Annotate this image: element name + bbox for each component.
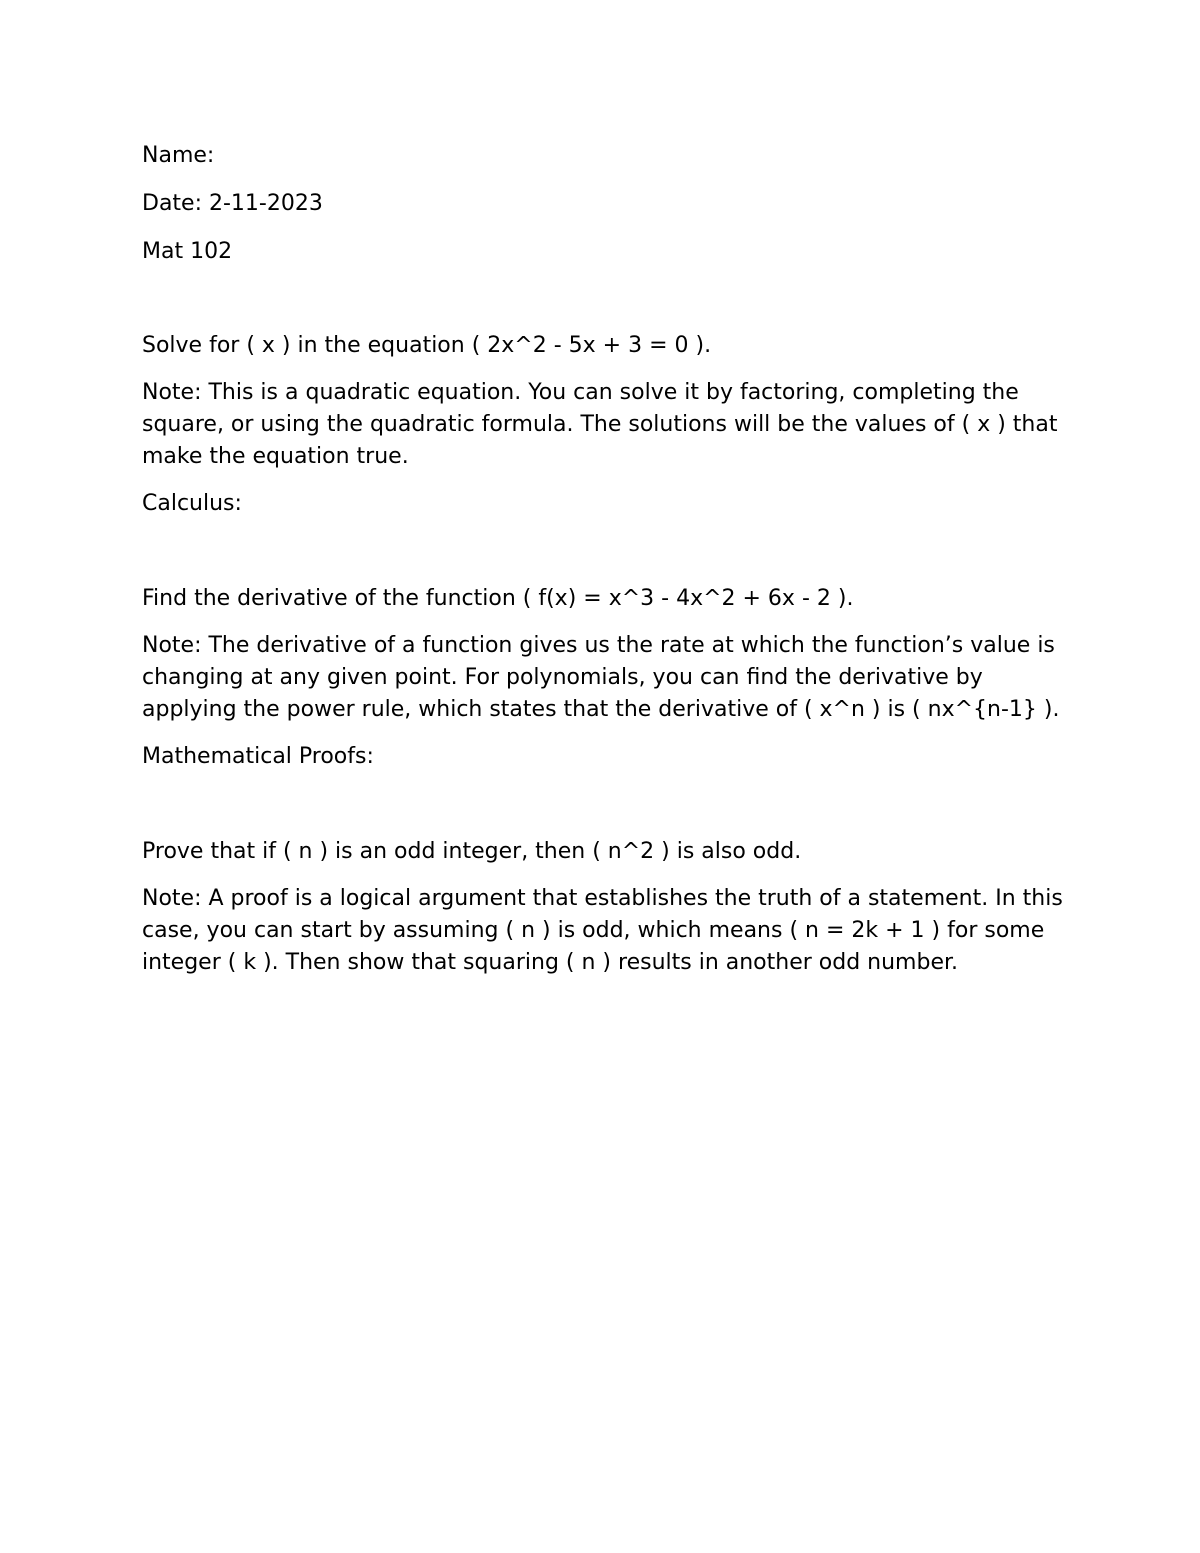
course-label: Mat 102: [142, 239, 233, 264]
proofs-note: Note: A proof is a logical argument that establishes the truth of a statement. In this case, you can start by assuming ( n ) is odd, which means ( n = 2k + 1 ) for some integer ( k ). Then show that squaring ( n ) results in another odd number.: [142, 886, 1070, 975]
date-label: Date: 2-11-2023: [142, 191, 323, 216]
document-page: [142, 140, 1070, 994]
calculus-question: Find the derivative of the function ( f(x) = x^3 - 4x^2 + 6x - 2 ).: [142, 586, 854, 611]
calculus-note: Note: The derivative of a function gives us the rate at which the function’s value is changing at any given point. For polynomials, you can find the derivative by applying the power rule, which states that the derivative of ( x^n ) is ( nx^{n-1} ).: [142, 633, 1062, 722]
algebra-question: Solve for ( x ) in the equation ( 2x^2 - 5x + 3 = 0 ).: [142, 333, 712, 358]
proofs-heading: Mathematical Proofs:: [142, 744, 374, 769]
name-label: Name:: [142, 143, 215, 168]
algebra-note: Note: This is a quadratic equation. You can solve it by factoring, completing the square, or using the quadratic formula. The solutions will be the values of ( x ) that make the equation true.: [142, 380, 1065, 469]
calculus-heading: Calculus:: [142, 491, 242, 516]
proofs-question: Prove that if ( n ) is an odd integer, then ( n^2 ) is also odd.: [142, 839, 802, 864]
